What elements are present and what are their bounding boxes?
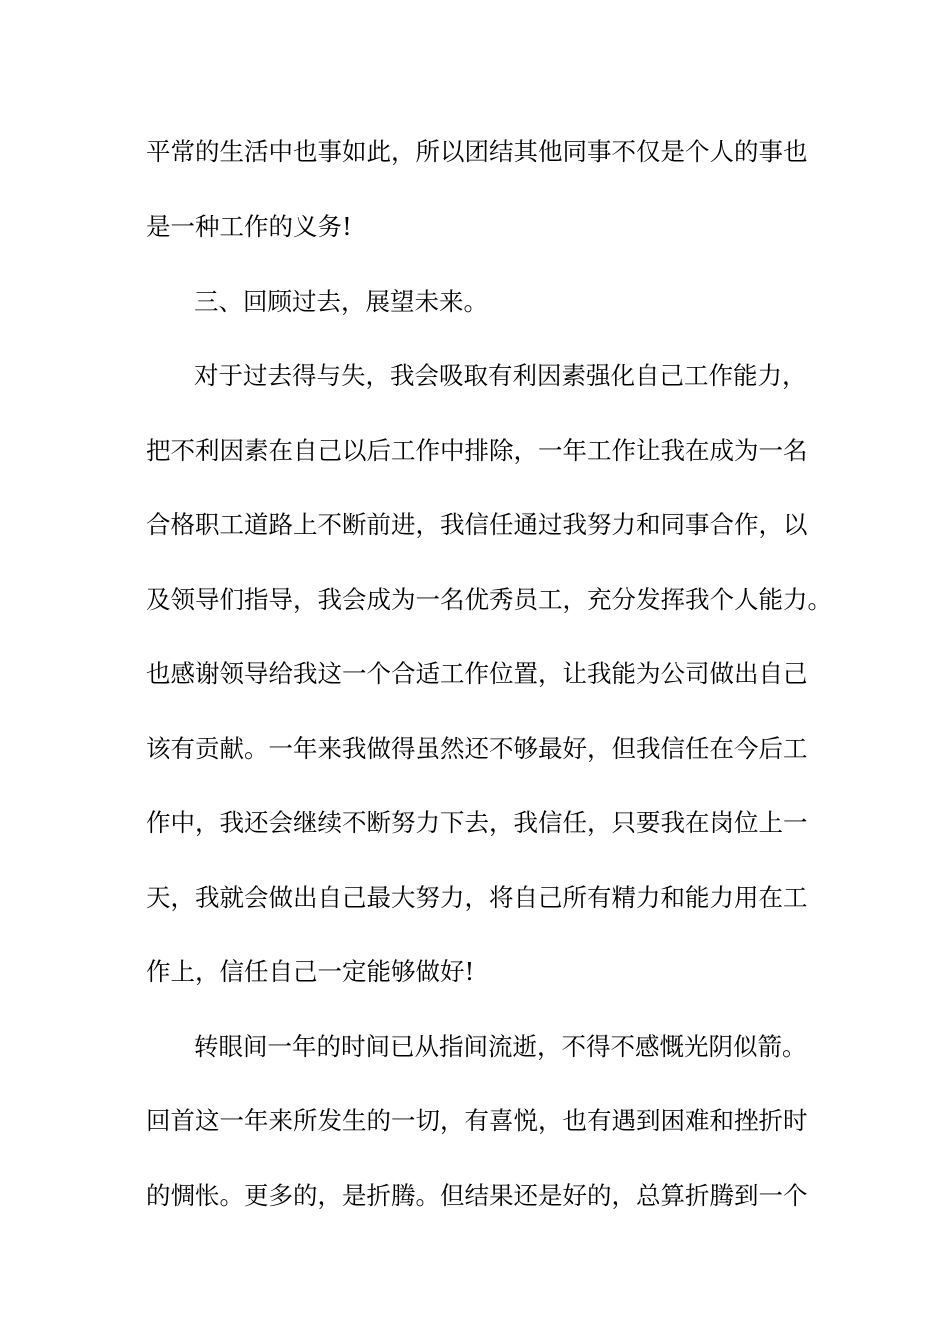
text-line: 作上，信任自己一定能够做好! <box>146 957 475 986</box>
text-line: 作中，我还会继续不断努力下去，我信任，只要我在岗位上一 <box>146 808 808 837</box>
section-heading: 三、回顾过去，展望未来。 <box>194 287 488 316</box>
text-line: 该有贡献。一年来我做得虽然还不够最好，但我信任在今后工 <box>146 734 808 763</box>
text-line: 天，我就会做出自己最大努力，将自己所有精力和能力用在工 <box>146 883 808 912</box>
text-line: 合格职工道路上不断前进，我信任通过我努力和同事合作，以 <box>146 510 808 539</box>
text-line: 对于过去得与失，我会吸取有利因素强化自己工作能力， <box>194 361 807 390</box>
text-line: 及领导们指导，我会成为一名优秀员工，充分发挥我个人能力。 <box>146 585 832 614</box>
text-line: 把不利因素在自己以后工作中排除，一年工作让我在成为一名 <box>146 436 808 465</box>
text-line: 转眼间一年的时间已从指间流逝，不得不感慨光阴似箭。 <box>194 1032 807 1061</box>
text-line: 的惆怅。更多的，是折腾。但结果还是好的，总算折腾到一个 <box>146 1181 808 1210</box>
text-line: 也感谢领导给我这一个合适工作位置，让我能为公司做出自己 <box>146 659 808 688</box>
text-line: 回首这一年来所发生的一切，有喜悦，也有遇到困难和挫折时 <box>146 1106 808 1135</box>
text-line: 是一种工作的义务! <box>146 212 352 241</box>
text-line: 平常的生活中也事如此，所以团结其他同事不仅是个人的事也 <box>146 137 808 166</box>
